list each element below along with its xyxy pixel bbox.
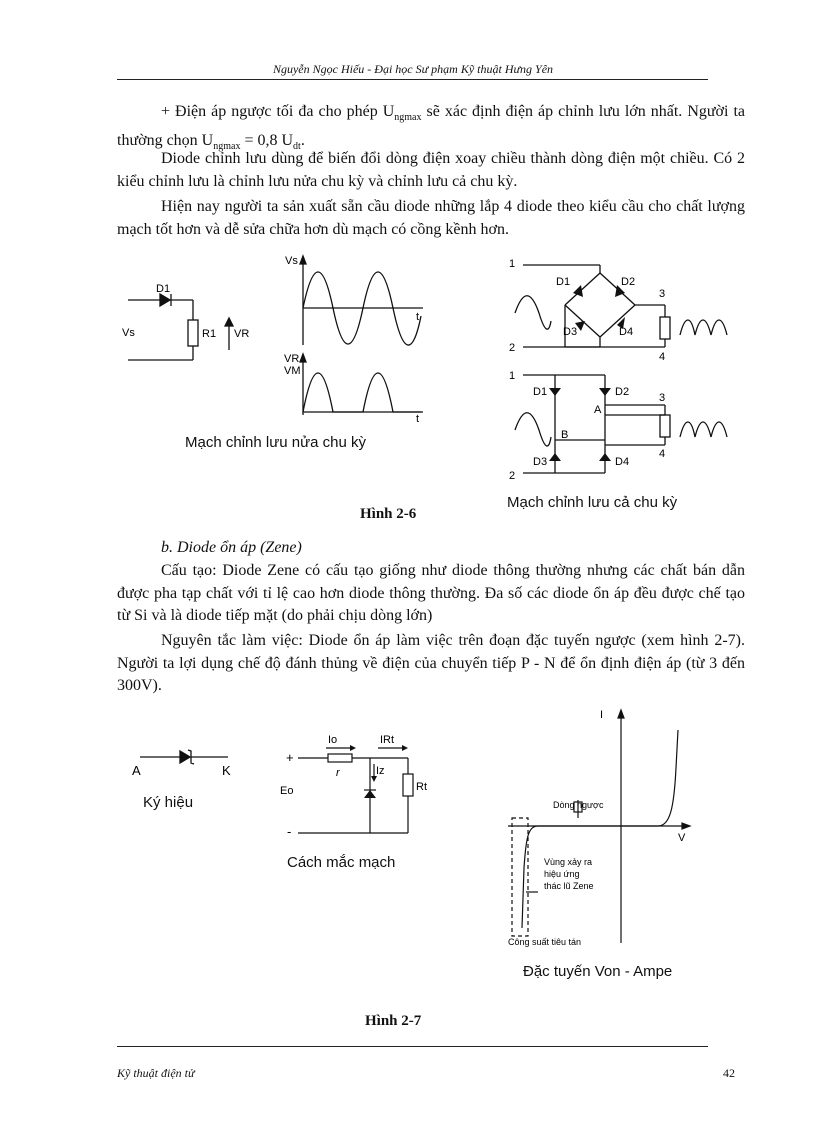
symbol-a: A — [132, 763, 141, 778]
caption-va-curve: Đặc tuyến Von - Ampe — [523, 963, 673, 980]
circuit-io: Io — [328, 734, 338, 746]
curve-dong-nguoc: Dòng ngược — [553, 800, 604, 810]
circuit-irt: IRt — [380, 734, 395, 746]
figure-title-2-6: Hình 2-6 — [360, 506, 417, 522]
caption-circuit: Cách mắc mạch — [287, 854, 396, 871]
page-number: 42 — [723, 1066, 735, 1080]
center-d2: D2 — [615, 386, 630, 398]
circuit-eo: Eo — [280, 785, 294, 797]
footer-subject: Kỹ thuật điện tử — [117, 1066, 195, 1080]
full-wave-bridge-diagram — [505, 255, 745, 485]
p1-sub3: dt — [293, 140, 301, 152]
zener-symbol-diagram — [128, 745, 248, 780]
bridge-d4: D4 — [619, 326, 634, 338]
caption-full-wave: Mạch chỉnh lưu cả chu kỳ — [507, 494, 678, 511]
axis-vr: VR — [284, 353, 300, 365]
bridge-d3: D3 — [563, 326, 578, 338]
p1-sub2: ngmax — [213, 140, 241, 152]
p1-mid: = 0,8 U — [240, 131, 294, 149]
curve-power: Công suất tiêu tán — [508, 937, 582, 947]
zener-circuit-diagram — [278, 728, 443, 843]
node-b: B — [561, 429, 569, 441]
node-3b: 3 — [659, 392, 666, 404]
curve-region-3: thác lũ Zene — [544, 881, 594, 891]
label-d1: D1 — [156, 283, 171, 295]
footer-rule — [117, 1046, 708, 1047]
bridge-d2: D2 — [621, 276, 636, 288]
node-3a: 3 — [659, 288, 666, 300]
circuit-minus: - — [287, 824, 292, 839]
axis-t2: t — [416, 413, 420, 425]
header-rule — [117, 79, 708, 80]
paragraph-rectifier: Diode chỉnh lưu dùng để biến đổi dòng điện xoay chiều thành dòng điện một chiều. Có 2 kiểu chỉnh lưu là chỉnh lưu nửa chu kỳ và chỉnh lưu cả chu kỳ. — [117, 150, 745, 190]
axis-t1: t — [416, 311, 420, 323]
axis-vs: Vs — [285, 255, 298, 267]
bridge-d1: D1 — [556, 276, 571, 288]
figure-title-2-7: Hình 2-7 — [365, 1013, 422, 1029]
center-d3: D3 — [533, 456, 548, 468]
circuit-r: r — [336, 767, 340, 779]
node-4b: 4 — [659, 448, 666, 460]
paragraph-zener-structure: Cấu tạo: Diode Zene có cấu tạo giống như diode thông thường nhưng các chất bán dẫn được pha tạp chất với tỉ lệ cao hơn diode thông thường. Đa số các diode ổn áp đều được chế tạo từ Si và là diode tiếp mặt (do phải chịu dòng lớn) — [117, 562, 745, 624]
center-d4: D4 — [615, 456, 630, 468]
paragraph-zener-principle: Nguyên tắc làm việc: Diode ổn áp làm việc trên đoạn đặc tuyến ngược (xem hình 2-7). Người ta lợi dụng chế độ đánh thủng về điện của chuyển tiếp P - N để ổn định điện áp (từ 3 đến 300V). — [117, 632, 745, 694]
circuit-plus: + — [286, 750, 294, 765]
half-wave-rectifier-diagram — [118, 250, 438, 425]
caption-symbol: Ký hiệu — [143, 794, 194, 811]
curve-region-2: hiệu ứng — [544, 869, 580, 879]
paragraph-bridge: Hiện nay người ta sản xuất sẵn cầu diode những lắp 4 diode theo kiểu cầu cho chất lượng mạch tốt hơn và dễ sửa chữa hơn dù mạch có cồng kềnh hơn. — [117, 198, 745, 238]
p1-sub1: ngmax — [394, 112, 422, 124]
p1-end: . — [300, 131, 305, 149]
curve-v: V — [678, 832, 686, 844]
node-2b: 2 — [509, 470, 516, 482]
label-vr: VR — [234, 328, 250, 340]
symbol-k: K — [222, 763, 231, 778]
running-header: Nguyễn Ngọc Hiếu - Đại học Sư phạm Kỹ thuật Hưng Yên — [272, 62, 554, 76]
center-d1: D1 — [533, 386, 548, 398]
caption-half-wave: Mạch chỉnh lưu nửa chu kỳ — [185, 434, 367, 451]
node-2a: 2 — [509, 342, 516, 354]
zener-va-curve — [498, 708, 698, 953]
node-1a: 1 — [509, 258, 516, 270]
curve-region-1: Vùng xảy ra — [544, 857, 593, 867]
node-4a: 4 — [659, 351, 666, 363]
axis-vm: VM — [284, 365, 301, 377]
section-heading-zener: b. Diode ổn áp (Zene) — [161, 539, 302, 556]
p1-lead: + Điện áp ngược tối đa cho phép U — [161, 103, 395, 120]
label-r1: R1 — [202, 328, 217, 340]
label-vs: Vs — [122, 327, 135, 339]
circuit-rt: Rt — [416, 781, 427, 793]
curve-i: I — [600, 709, 604, 721]
circuit-iz: Iz — [376, 765, 385, 777]
node-a: A — [594, 404, 602, 416]
p1-rest: sẽ xác định điện áp chỉnh lưu lớn nhất. Người ta thường chọn U — [117, 103, 746, 149]
node-1b: 1 — [509, 370, 516, 382]
